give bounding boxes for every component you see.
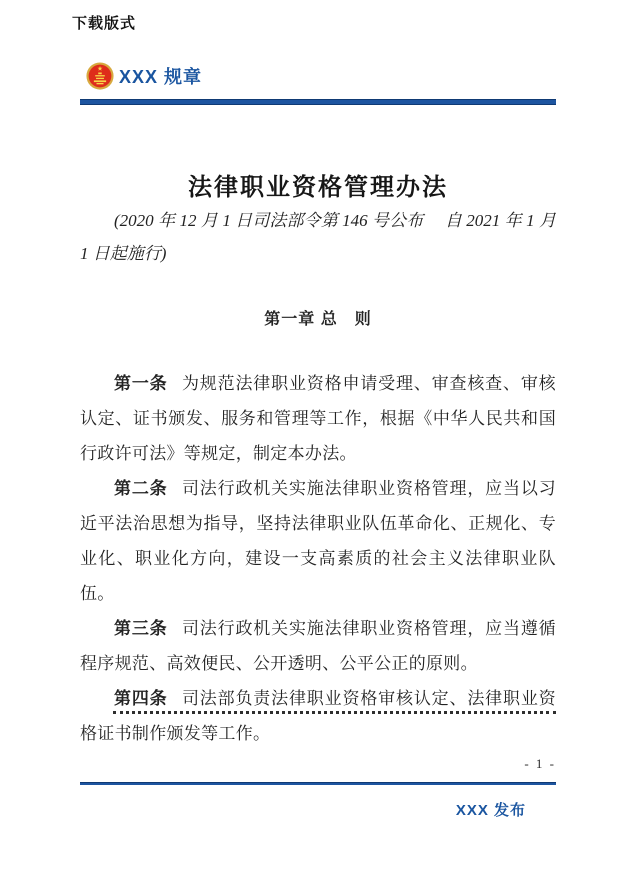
article-2-label: 第二条: [114, 479, 168, 498]
article-4-text: 司法部负责法律职业资格审核认定、法律职业资格证书制作颁发等工作。: [80, 689, 556, 743]
article-2-text: 司法行政机关实施法律职业资格管理，应当以习近平法治思想为指导，坚持法律职业队伍革命化、正规化、专业化、职业化方向，建设一支高素质的社会主义法律职业队伍。: [80, 479, 556, 603]
article-2: [80, 471, 556, 611]
article-3: [80, 611, 556, 681]
article-3-label: 第三条: [114, 619, 168, 638]
page-header: [86, 60, 202, 92]
chapter-heading: 第一章 总 则: [264, 311, 372, 328]
document-subtitle: (2020 年 12 月 1 日司法部令第 146 号公布 自 2021 年 1 月 1 日起施行): [80, 211, 556, 263]
page-number: - 1 -: [524, 756, 556, 771]
publisher-label: XXX 发布: [455, 802, 526, 819]
header-divider: [80, 99, 556, 105]
footer-divider: [80, 782, 556, 785]
article-1: [80, 366, 556, 471]
article-1-label: 第一条: [114, 374, 168, 393]
article-body: [80, 366, 556, 751]
article-4: [80, 681, 556, 751]
continuation-dotted-line: [113, 701, 556, 714]
article-1-text: 为规范法律职业资格申请受理、审查核查、审核认定、证书颁发、服务和管理等工作，根据《中华人民共和国行政许可法》等规定，制定本办法。: [80, 374, 556, 463]
article-3-text: 司法行政机关实施法律职业资格管理，应当遵循程序规范、高效便民、公开透明、公平公正的原则。: [80, 619, 556, 673]
document-title: 法律职业资格管理办法: [188, 175, 448, 201]
header-org-label: XXX 规章: [119, 67, 203, 87]
download-format-link[interactable]: 下载版式: [72, 16, 137, 32]
article-4-label: 第四条: [114, 689, 168, 708]
national-emblem-icon: [86, 62, 114, 90]
